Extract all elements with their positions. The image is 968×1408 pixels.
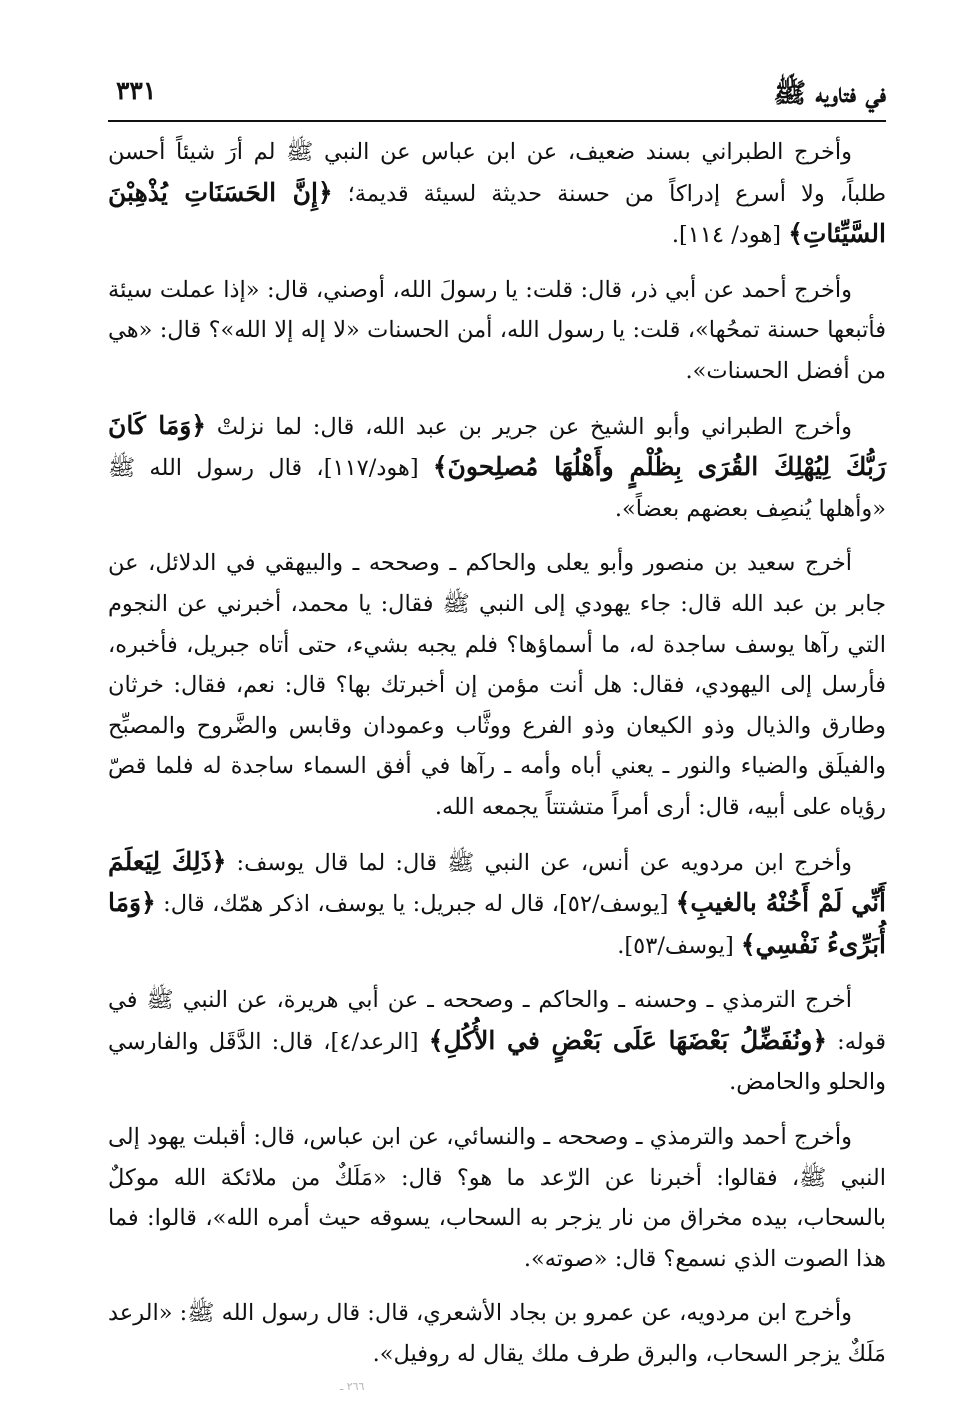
paragraph <box>108 406 886 530</box>
paragraph-text: وأخرج أحمد والترمذي ـ وصححه ـ والنسائي، عن ابن عباس، قال: أقبلت يهود إلى النبي ﷺ، فقالوا: أخبرنا عن الرّعد ما هو؟ قال: «مَلَكٌ من ملائكة الله موكلٌ بالسحاب، بيده مخراق من نار يزجر به السحاب، يسوقه حيث أمره الله»، قالوا: فما هذا الصوت الذي نسمع؟ قال: «صوته». <box>108 1124 886 1272</box>
quran-verse: ﴿وَمَا كَانَ رَبُّكَ لِيُهْلِكَ القُرَى بِظُلْمٍ وأَهْلُهَا مُصلِحونَ﴾ <box>108 410 886 482</box>
paragraph <box>108 132 886 256</box>
page-header <box>108 68 886 122</box>
paragraph-text: أخرج سعيد بن منصور وأبو يعلى والحاكم ـ وصححه ـ والبيهقي في الدلائل، عن جابر بن عبد الله قال: جاء يهودي إلى النبي ﷺ فقال: يا محمد، أخبرني عن النجوم التي رآها يوسف ساجدة له، ما أسماؤها؟ فلم يجبه بشيء، حتى أتاه جبريل، فأخبره، فأرسل إلى اليهودي، فقال: هل أنت مؤمن إن أخبرتك بها؟ قال: نعم، فقال: خرثان وطارق والذيال وذو الكيعان وذو الفرع ووثَّاب وعمودان وقابس والضَّروح والمصبِّح والفيلَق والضياء والنور ـ يعني أباه وأمه ـ رآها في أفق السماء ساجدة له فلما قصّ رؤياه على أبيه، قال: أرى أمراً متشتتاً يجمعه الله. <box>108 550 886 820</box>
quran-verse: ﴿ذَلِكَ لِيَعلَمَ أَنِّي لَمْ أَخُنْهُ بالغيبِ﴾ <box>108 846 887 918</box>
running-title: في فتاويه ﷺ <box>773 78 886 109</box>
paragraph-text: [يوسف/٥٢]، قال له جبريل: يا يوسف، اذكر همّك، قال: <box>155 891 676 918</box>
page-body <box>108 128 886 1389</box>
paragraph-text: [هود/ ١١٤]. <box>671 222 789 249</box>
paragraph-text: وأخرج ابن مردويه عن أنس، عن النبي ﷺ قال: لما قال يوسف: <box>226 849 852 876</box>
paragraph-text: [الرعد/٤]، قال: الدَّقَل والفارسي والحلو والحامض. <box>108 1028 886 1096</box>
paragraph <box>108 1117 886 1279</box>
quran-verse: ﴿ونُفَضِّلُ بَعْضَهَا عَلَى بَعْضٍ في الأُكُلِ﴾ <box>428 1025 827 1055</box>
footer-mark: ٢٦٦ ـ <box>340 1380 365 1393</box>
paragraph-text: [هود/١١٧]، قال رسول الله ﷺ «وأهلها يُنصِف بعضهم بعضاً». <box>108 455 886 522</box>
paragraph-text: وأخرج ابن مردويه، عن عمرو بن بجاد الأشعري، قال: قال رسول الله ﷺ: «الرعد مَلَكٌ يزجر السحاب، والبرق طرف ملك يقال له روفيل». <box>107 1300 886 1368</box>
quran-verse: ﴿إِنَّ الحَسَنَاتِ يُذْهِبْنَ السَّيِّئاتِ﴾ <box>108 177 886 249</box>
paragraph-text: أخرج الترمذي ـ وحسنه ـ والحاكم ـ وصححه ـ عن أبي هريرة، عن النبي ﷺ في قوله: <box>108 987 887 1055</box>
paragraph-text: [يوسف/٥٣]. <box>617 932 741 959</box>
paragraph <box>108 543 886 827</box>
paragraph <box>108 980 886 1103</box>
paragraph-text: وأخرج الطبراني وأبو الشيخ عن جرير بن عبد الله، قال: لما نزلتْ <box>205 413 852 440</box>
paragraph <box>108 842 886 967</box>
paragraph <box>108 1293 886 1374</box>
quran-verse: ﴿وَمَا أُبَرِّىءُ نَفْسِي﴾ <box>108 888 886 959</box>
paragraph-text: وأخرج الطبراني بسند ضعيف، عن ابن عباس عن النبي ﷺ لم أرَ شيئاً أحسن طلباً، ولا أسرع إدراكاً من حسنة حديثة لسيئة قديمة؛ <box>108 139 886 207</box>
paragraph <box>108 270 886 392</box>
page-number: ٣٣١ <box>116 76 157 105</box>
paragraph-text: وأخرج أحمد عن أبي ذر، قال: قلت: يا رسولَ الله، أوصني، قال: «إذا عملت سيئة فأتبعها حسنة تمحُها»، قلت: يا رسول الله، أمن الحسنات «لا إله إلا الله»؟ قال: «هي من أفضل الحسنات». <box>108 276 886 384</box>
